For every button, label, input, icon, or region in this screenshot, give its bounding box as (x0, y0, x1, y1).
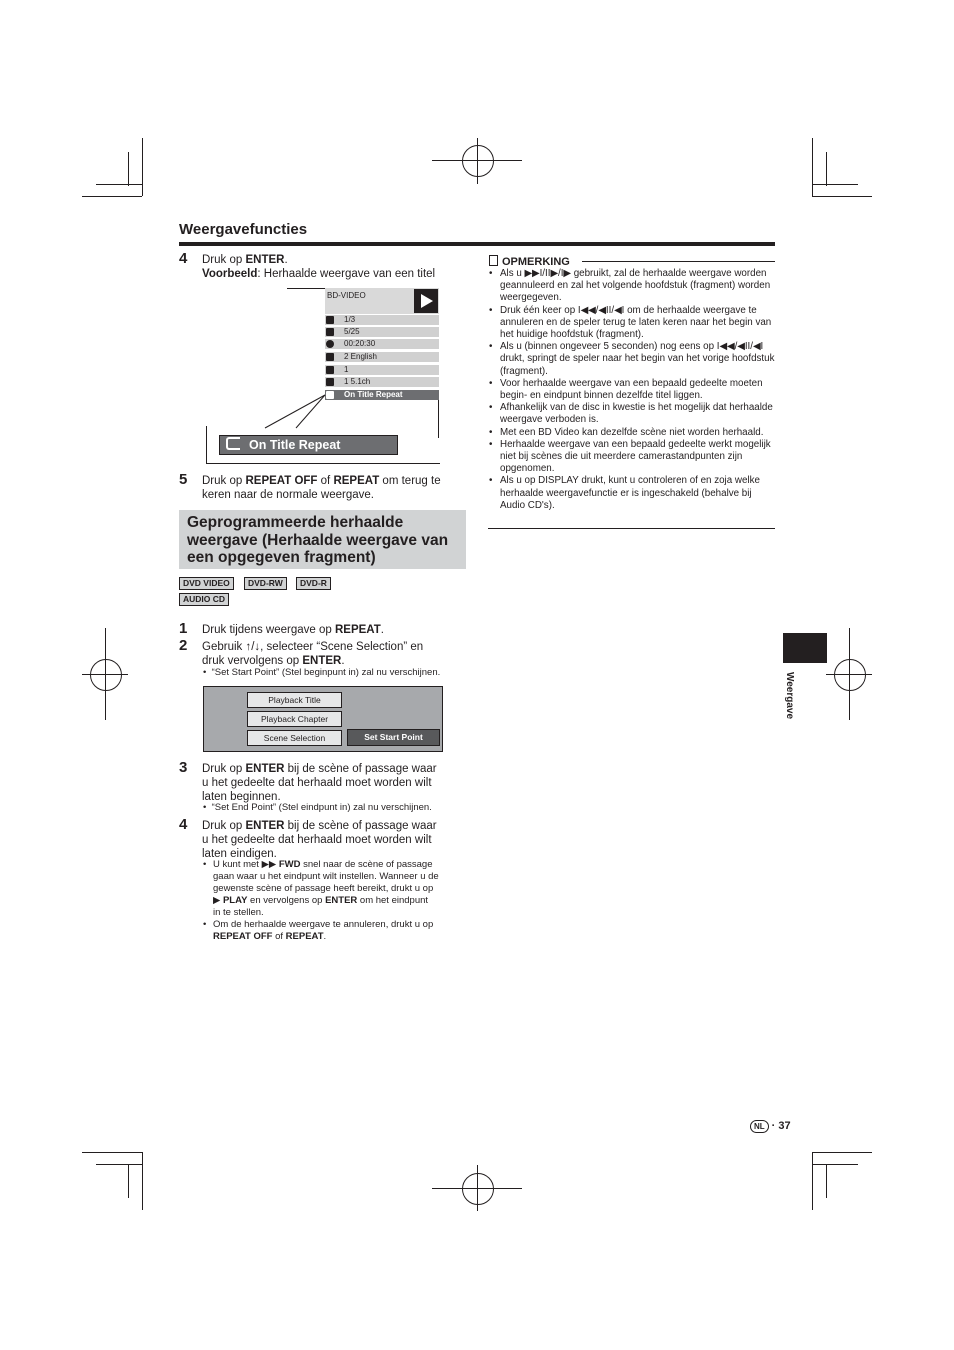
osd-audio-row: 1 5.1ch (325, 377, 439, 387)
osd-chapter-row: 5/25 (325, 327, 439, 337)
menu-playback-title[interactable]: Playback Title (247, 692, 342, 708)
page-number: NL · 37 (750, 1120, 791, 1133)
step-3-note: • “Set End Point” (Stel eindpunt in) zal nu verschijnen. (203, 802, 432, 813)
section-title: Weergavefuncties (179, 221, 308, 238)
repeat-icon (226, 437, 240, 450)
step-4b-number: 4 (179, 816, 188, 833)
osd-angle-row: 1 (325, 365, 439, 375)
audio-icon (326, 378, 334, 386)
callout-label: On Title Repeat (219, 435, 398, 455)
step-2-note: • “Set Start Point” (Stel beginpunt in) zal nu verschijnen. (203, 667, 441, 678)
step-1-number: 1 (179, 620, 188, 637)
note-item: • Druk één keer op I◀◀/◀II/◀I om de herhaalde weergave te annuleren en de speler terug te laten keren naar het begin van het huidige hoofdstuk (fragment). (489, 305, 777, 342)
subtitle-icon (326, 353, 334, 361)
chapter-icon (326, 328, 334, 336)
osd-repeat-row: On Title Repeat (325, 390, 439, 400)
tag-dvd-r: DVD-R (296, 577, 331, 590)
note-item: • Met een BD Video kan dezelfde scène niet worden herhaald. (489, 427, 777, 439)
side-tab (783, 633, 827, 663)
menu-set-start-point[interactable]: Set Start Point (347, 729, 440, 746)
step-4-number: 4 (179, 250, 188, 267)
tag-dvd-rw: DVD-RW (244, 577, 287, 590)
menu-scene-selection[interactable]: Scene Selection (247, 730, 342, 746)
note-title: OPMERKING (489, 255, 570, 268)
step-1-text: Druk tijdens weergave op REPEAT. (202, 624, 384, 636)
camera-icon (326, 366, 334, 374)
step-2-text: Gebruik ↑/↓, selecteer “Scene Selection” en druk vervolgens op ENTER. (202, 641, 424, 667)
tag-audio-cd: AUDIO CD (179, 593, 229, 606)
step-3-number: 3 (179, 759, 188, 776)
heading-box (179, 510, 466, 569)
step-4-text: Druk op ENTER. Voorbeeld: Herhaalde weergave van een titel (202, 254, 436, 280)
note-item: • Herhaalde weergave van een bepaald gedeelte werkt mogelijk niet bij scènes die uit meerdere camerastandpunten zijn opgenomen. (489, 439, 777, 476)
clock-icon (326, 340, 334, 348)
menu-playback-chapter[interactable]: Playback Chapter (247, 711, 342, 727)
note-rule-bottom (488, 528, 775, 529)
note-item: • Als u ▶▶I/II▶/I▶ gebruikt, zal de herhaalde weergave worden geannuleerd en zal het volgende hoofdstuk (fragment) worden weergegeven. (489, 268, 777, 305)
title-icon (326, 316, 334, 324)
step-5-number: 5 (179, 471, 188, 488)
section-rule (179, 242, 775, 246)
heading-title: Geprogrammeerde herhaalde weergave (Herhaalde weergave van een opgegeven fragment) (187, 514, 449, 566)
language-badge: NL (750, 1120, 769, 1133)
note-item: • Als u op DISPLAY drukt, kunt u controleren of en zoja welke herhaalde weergavefunctie er is ingeschakeld (behalve bij Audio CD's). (489, 475, 777, 512)
osd-title-row: 1/3 (325, 315, 439, 325)
osd-disc-type: BD-VIDEO (327, 291, 366, 300)
osd-subtitle-row: 2 English (325, 352, 439, 362)
note-item: • Voor herhaalde weergave van een bepaald gedeelte moeten begin- en eindpunt binnen dezelfde titel liggen. (489, 378, 777, 402)
play-icon (414, 289, 438, 313)
step-4b-notes: • U kunt met ▶▶ FWD snel naar de scène of passage gaan waar u het eindpunt wilt instellen. Wanneer u de gewenste scène of passage heeft bereikt, drukt u op ▶ PLAY en vervolgens op ENTER om het eindpunt in te stellen. • Om de herhaalde weergave te annuleren, drukt u op REPEAT OFF of REPEAT. (203, 859, 439, 942)
osd-time-row: 00:20:30 (325, 339, 439, 349)
note-rule-top (582, 261, 775, 262)
scene-menu (203, 686, 443, 752)
note-list (489, 268, 777, 512)
note-item: • Als u (binnen ongeveer 5 seconden) nog eens op I◀◀/◀II/◀I drukt, springt de speler naar het begin van het vorige hoofdstuk (fragment). (489, 341, 777, 378)
step-3-text: Druk op ENTER bij de scène of passage waar u het gedeelte dat herhaald moet worden wilt laten beginnen. (202, 763, 437, 803)
step-5-text: Druk op REPEAT OFF of REPEAT om terug te keren naar de normale weergave. (202, 475, 441, 501)
note-icon (489, 255, 498, 266)
step-4b-text: Druk op ENTER bij de scène of passage waar u het gedeelte dat herhaald moet worden wilt laten eindigen. (202, 820, 437, 860)
side-label: Weergave (784, 671, 796, 720)
step-2-number: 2 (179, 637, 188, 654)
tag-dvd-video: DVD VIDEO (179, 577, 234, 590)
note-item: • Afhankelijk van de disc in kwestie is het mogelijk dat herhaalde weergave verboden is. (489, 402, 777, 426)
